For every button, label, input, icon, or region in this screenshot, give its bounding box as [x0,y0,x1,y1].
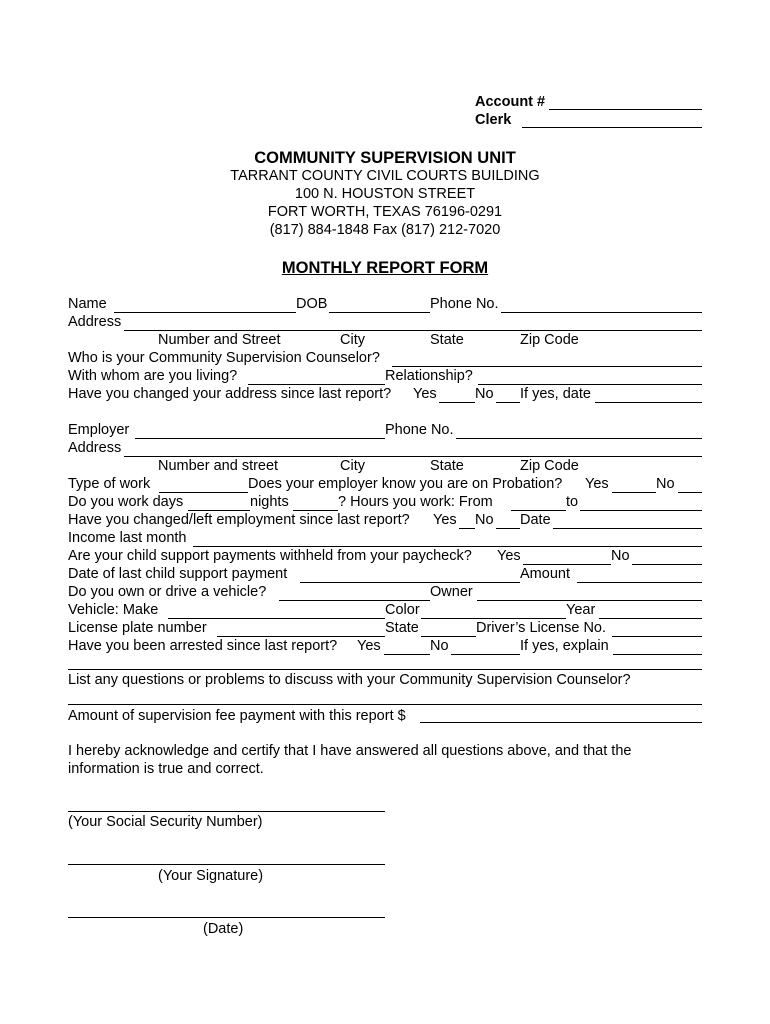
employment-change-yes-field[interactable] [459,528,475,529]
employment-change-question: Have you changed/left employment since last report? [68,512,410,528]
employer-phone-field[interactable] [456,438,702,439]
addr-state-caption: State [430,332,464,348]
living-with-field[interactable] [248,384,385,385]
arrested-no-label: No [430,638,449,654]
employment-change-no-label: No [475,512,494,528]
child-support-question: Are your child support payments withheld from your paycheck? [68,548,472,564]
vehicle-color-field[interactable] [421,618,566,619]
clerk-label: Clerk [475,112,512,128]
child-support-amount-field[interactable] [577,582,702,583]
license-label: Driver’s License No. [476,620,607,636]
employer-phone-label: Phone No. [385,422,454,438]
addr-street-caption: Number and Street [158,332,281,348]
arrested-yes-label: Yes [357,638,381,654]
vehicle-answer-field[interactable] [279,600,430,601]
arrested-explain-label: If yes, explain [520,638,609,654]
probation-no-label: No [656,476,675,492]
certification-line-2: information is true and correct. [68,761,264,777]
plate-state-field[interactable] [421,636,476,637]
fee-label: Amount of supervision fee payment with this report $ [68,708,406,724]
work-nights-label: nights [250,494,289,510]
questions-prompt: List any questions or problems to discuss with your Community Supervision Counselor? [68,672,631,688]
signature-field[interactable] [68,864,385,865]
probation-yes-label: Yes [585,476,609,492]
account-label: Account # [475,94,546,110]
clerk-field[interactable] [522,127,702,128]
employment-change-no-field[interactable] [496,528,520,529]
ssn-field[interactable] [68,811,385,812]
arrested-explain-field[interactable] [613,654,702,655]
addr-city-caption: City [340,332,365,348]
fee-field[interactable] [420,722,702,723]
plate-label: License plate number [68,620,207,636]
license-field[interactable] [612,636,702,637]
address-change-question: Have you changed your address since last report? [68,386,392,402]
phone-label: Phone No. [430,296,499,312]
employment-change-date-label: Date [520,512,551,528]
form-title: MONTHLY REPORT FORM [281,259,489,277]
work-days-field[interactable] [188,510,250,511]
work-nights-field[interactable] [293,510,338,511]
work-type-label: Type of work [68,476,151,492]
child-support-no-field[interactable] [632,564,702,565]
certification-line-1: I hereby acknowledge and certify that I have answered all questions above, and that the [68,743,632,759]
address-change-date-label: If yes, date [520,386,591,402]
relationship-field[interactable] [478,384,702,385]
work-days-label: Do you work days [68,494,184,510]
dob-label: DOB [296,296,328,312]
phone-field[interactable] [501,312,702,313]
vehicle-make-label: Vehicle: Make [68,602,159,618]
probation-yes-field[interactable] [612,492,656,493]
probation-no-field[interactable] [678,492,702,493]
emp-addr-street-caption: Number and street [158,458,279,474]
child-support-no-label: No [611,548,630,564]
plate-field[interactable] [217,636,385,637]
employer-label: Employer [68,422,130,438]
employer-field[interactable] [135,438,385,439]
work-hours-to-field[interactable] [580,510,702,511]
account-number-field[interactable] [549,109,702,110]
address-field[interactable] [124,330,702,331]
work-type-field[interactable] [159,492,248,493]
arrested-no-field[interactable] [451,654,520,655]
work-hours-to-label: to [566,494,579,510]
counselor-field[interactable] [392,366,702,367]
arrested-explain-line-2[interactable] [68,669,702,670]
building-name: TARRANT COUNTY CIVIL COURTS BUILDING [230,168,540,184]
arrested-yes-field[interactable] [384,654,430,655]
plate-state-label: State [385,620,419,636]
employer-address-label: Address [68,440,122,456]
dob-field[interactable] [329,312,430,313]
phone-fax: (817) 884-1848 Fax (817) 212-7020 [269,222,501,238]
employment-change-yes-label: Yes [433,512,457,528]
city-state-zip: FORT WORTH, TEXAS 76196-0291 [267,204,503,220]
employment-change-date-field[interactable] [553,528,702,529]
addr-zip-caption: Zip Code [520,332,579,348]
emp-addr-zip-caption: Zip Code [520,458,579,474]
address-change-no-label: No [475,386,494,402]
vehicle-year-field[interactable] [599,618,702,619]
address-change-yes-field[interactable] [439,402,475,403]
date-field[interactable] [68,917,385,918]
address-change-yes-label: Yes [413,386,437,402]
street-address: 100 N. HOUSTON STREET [294,186,476,202]
relationship-label: Relationship? [385,368,473,384]
child-support-date-label: Date of last child support payment [68,566,288,582]
employer-address-field[interactable] [124,456,702,457]
income-label: Income last month [68,530,187,546]
work-hours-label: ? Hours you work: From [338,494,493,510]
vehicle-owner-field[interactable] [477,600,702,601]
living-question: With whom are you living? [68,368,238,384]
vehicle-make-field[interactable] [168,618,385,619]
child-support-yes-label: Yes [497,548,521,564]
child-support-date-field[interactable] [300,582,520,583]
signature-caption: (Your Signature) [158,868,264,884]
questions-field[interactable] [68,704,702,705]
address-change-date-field[interactable] [595,402,702,403]
arrested-question: Have you been arrested since last report? [68,638,338,654]
child-support-yes-field[interactable] [523,564,611,565]
income-field[interactable] [193,546,702,547]
name-field[interactable] [114,312,296,313]
address-change-no-field[interactable] [496,402,520,403]
work-hours-from-field[interactable] [511,510,566,511]
ssn-caption: (Your Social Security Number) [68,814,263,830]
name-label: Name [68,296,107,312]
emp-addr-state-caption: State [430,458,464,474]
counselor-question: Who is your Community Supervision Counselor? [68,350,380,366]
date-caption: (Date) [203,921,244,937]
address-label: Address [68,314,122,330]
unit-name: COMMUNITY SUPERVISION UNIT [254,149,516,167]
vehicle-question: Do you own or drive a vehicle? [68,584,267,600]
vehicle-color-label: Color [385,602,420,618]
probation-question: Does your employer know you are on Probation? [248,476,563,492]
emp-addr-city-caption: City [340,458,365,474]
vehicle-year-label: Year [566,602,596,618]
child-support-amount-label: Amount [520,566,570,582]
vehicle-owner-label: Owner [430,584,473,600]
